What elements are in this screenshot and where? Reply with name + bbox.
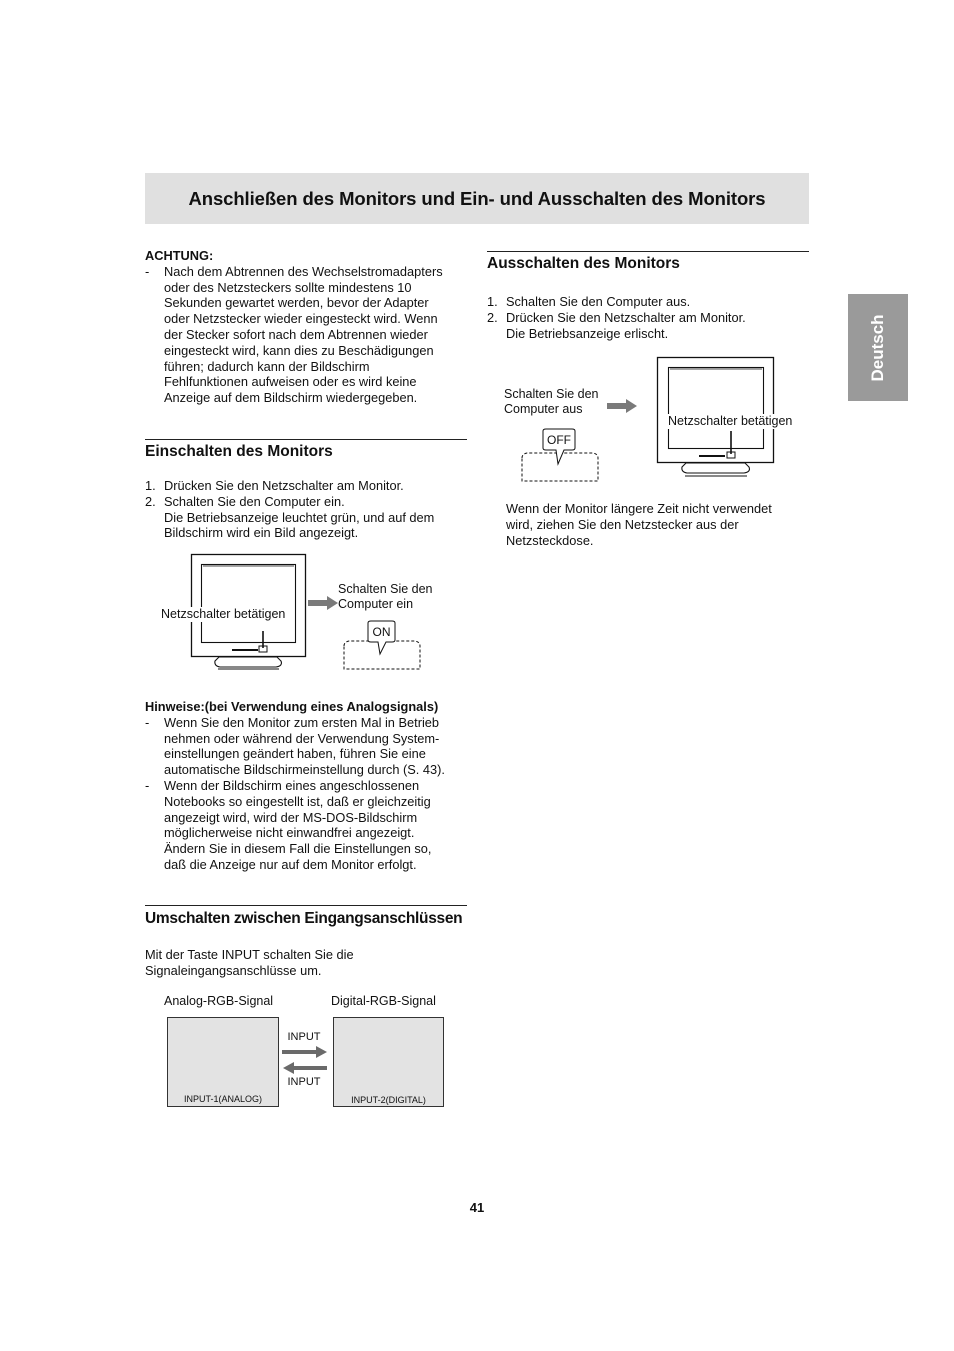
bullet: - [145, 777, 150, 793]
page-title: Anschließen des Monitors und Ein- und Ausschalten des Monitors [188, 188, 766, 209]
section-rule [145, 905, 467, 906]
text-line: Schalten Sie den Computer aus. [506, 294, 691, 309]
text-line: angezeigt wird, wird der MS-DOS-Bildschirm [164, 809, 418, 825]
page-number: 41 [469, 1200, 485, 1215]
language-tab-label: Deutsch [868, 313, 887, 382]
ausschalten-note [506, 501, 816, 548]
text-line: Schalten Sie den [504, 387, 599, 401]
achtung-heading: ACHTUNG: [145, 248, 214, 263]
text-line: Netzsteckdose. [506, 532, 594, 548]
step-item [487, 310, 817, 342]
text-line: oder Netzstecker wieder eingesteckt wird. Wenn [164, 311, 438, 327]
text-line: Die Betriebsanzeige erlischt. [506, 325, 669, 341]
text-line: Schalten Sie den [338, 582, 433, 596]
switch-label: Netzschalter betätigen [668, 414, 793, 428]
step-item [487, 294, 817, 310]
analog-label: Analog-RGB-Signal [164, 994, 274, 1008]
text-line: Notebooks so eingestellt ist, daß er gleichzeitig [164, 793, 431, 809]
language-tab [848, 294, 908, 401]
screen-panel-digital [333, 1017, 444, 1107]
text-line: Drücken Sie den Netzschalter am Monitor. [506, 309, 746, 325]
title-bar [145, 173, 809, 224]
text-line: Drücken Sie den Netzschalter am Monitor. [164, 478, 404, 493]
text-line: daß die Anzeige nur auf dem Monitor erfolgt. [164, 856, 417, 872]
einschalten-steps [145, 478, 475, 541]
text-line: Nach dem Abtrennen des Wechselstromadapters [164, 263, 443, 279]
text-line: Bildschirm wird ein Bild angezeigt. [164, 525, 359, 541]
switch-label: Netzschalter betätigen [161, 607, 286, 621]
section-rule [145, 439, 467, 440]
text-line: Anzeige auf dem Bildschirm wiedergegeben. [164, 390, 418, 406]
off-bubble-text: OFF [547, 433, 571, 447]
hinweise-item [145, 715, 475, 778]
text-line: Wenn der Bildschirm eines angeschlossenen [164, 777, 420, 793]
hinweise-block [145, 699, 475, 873]
text-line: Computer ein [338, 597, 414, 611]
umschalten-text [145, 947, 475, 979]
text-line: möglicherweise nicht einwandfrei angezeigt. [164, 825, 415, 841]
arrow-right-icon [606, 399, 638, 413]
text-line: Wenn Sie den Monitor zum ersten Mal in Betrieb [164, 714, 440, 730]
panel-label: INPUT-2(DIGITAL) [351, 1095, 426, 1105]
text-line: Die Betriebsanzeige leuchtet grün, und auf dem [164, 509, 435, 525]
text-line: Signaleingangsanschlüsse um. [145, 962, 322, 978]
text-line: Sekunden gewartet werden, bevor der Adapter [164, 295, 429, 311]
input-label-top: INPUT [287, 1031, 321, 1043]
text-line: eingesteckt wird, kann dies zu Beschädigungen [164, 342, 434, 358]
computer-on-label [338, 582, 433, 612]
digital-label: Digital-RGB-Signal [331, 994, 436, 1008]
text-line: Mit der Taste INPUT schalten Sie die [145, 947, 354, 962]
step-number: 2. [145, 493, 156, 509]
step-number: 1. [487, 294, 498, 309]
text-line: der Stecker sofort nach dem Abtrennen wieder [164, 326, 428, 342]
ausschalten-steps [487, 294, 817, 341]
text-line: führen; dadurch kann der Bildschirm [164, 358, 370, 374]
input-label-bottom: INPUT [287, 1076, 321, 1088]
on-bubble-text: ON [372, 625, 391, 639]
text-line: wird, ziehen Sie den Netzstecker aus der [506, 516, 739, 532]
text-line: einstellungen geändert haben, führen Sie eine [164, 746, 426, 762]
arrow-right-icon [307, 596, 339, 610]
einschalten-heading: Einschalten des Monitors [145, 443, 333, 460]
text-line: Ändern Sie in diesem Fall die Einstellungen so, [164, 841, 432, 857]
text-line: Fehlfunktionen aufweisen oder es wird keine [164, 374, 417, 390]
text-line: automatische Bildschirmeinstellung durch (S. 43). [164, 762, 445, 778]
computer-off-label [504, 387, 599, 417]
ausschalten-heading: Ausschalten des Monitors [487, 255, 680, 272]
text-line: Schalten Sie den Computer ein. [164, 493, 345, 509]
hinweise-heading: Hinweise:(bei Verwendung eines Analogsignals) [145, 699, 439, 714]
text-line: oder des Netzsteckers sollte mindestens 10 [164, 279, 412, 295]
text-line: Computer aus [504, 402, 583, 416]
switch-arrows-icon [282, 1045, 328, 1075]
screen-panel-analog [167, 1017, 279, 1107]
umschalten-heading: Umschalten zwischen Eingangsanschlüssen [145, 910, 463, 927]
bullet: - [145, 263, 150, 279]
text-line: Wenn der Monitor längere Zeit nicht verwendet [506, 501, 772, 516]
achtung-item [145, 264, 475, 406]
bullet: - [145, 714, 150, 730]
step-number: 1. [145, 478, 156, 493]
hinweise-item [145, 778, 475, 873]
achtung-block [145, 248, 475, 406]
step-item [145, 478, 475, 494]
section-rule [487, 251, 809, 252]
text-line: nehmen oder während der Verwendung System- [164, 730, 440, 746]
step-number: 2. [487, 309, 498, 325]
panel-label: INPUT-1(ANALOG) [183, 1094, 262, 1104]
step-item [145, 494, 475, 541]
